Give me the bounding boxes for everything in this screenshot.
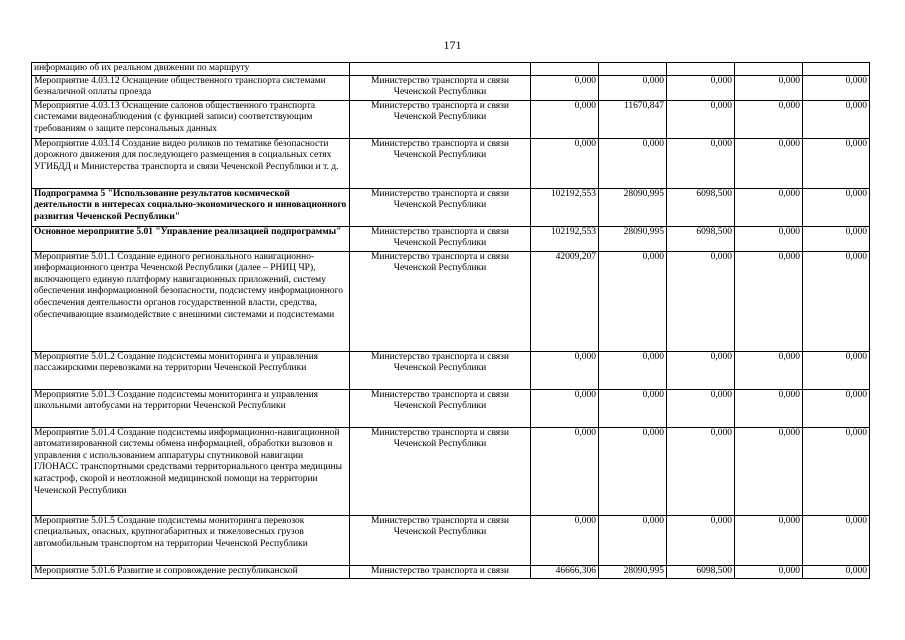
amount-cell-1: 0,000 xyxy=(531,515,599,565)
program-table xyxy=(31,62,870,579)
amount-cell-1 xyxy=(531,63,599,76)
executor-cell: Министерство транспорта и связи Чеченской Республики xyxy=(350,351,531,389)
amount-cell-1: 42009,207 xyxy=(531,251,599,351)
amount-cell-5: 0,000 xyxy=(803,188,870,226)
table-body xyxy=(32,63,870,579)
amount-cell-1: 46666,306 xyxy=(531,565,599,578)
amount-cell-2 xyxy=(599,63,667,76)
activity-name-cell: Мероприятие 4.03.13 Оснащение салонов общественного транспорта системами видеонаблюдения (с функцией записи) соответствующим требованиям о защите персональных данных xyxy=(32,100,350,138)
amount-cell-4 xyxy=(735,63,803,76)
executor-cell: Министерство транспорта и связи Чеченской Республики xyxy=(350,138,531,188)
executor-cell: Министерство транспорта и связи Чеченской Республики xyxy=(350,75,531,100)
table-row xyxy=(32,515,870,565)
activity-name-cell: Мероприятие 5.01.4 Создание подсистемы информационно-навигационной автоматизированной системы обмена информацией, обработки вызовов и управления с использованием аппаратуры спутниковой навигации ГЛОНАСС транспортными средствами территориального центра медицины катастроф, скорой и неотложной медицинской помощи на территории Чеченской Республики xyxy=(32,427,350,515)
amount-cell-5: 0,000 xyxy=(803,427,870,515)
amount-cell-3: 0,000 xyxy=(667,389,735,427)
executor-cell: Министерство транспорта и связи Чеченской Республики xyxy=(350,100,531,138)
activity-name-cell: Мероприятие 5.01.1 Создание единого регионального навигационно-информационного центра Чеченской Республики (далее – РНИЦ ЧР), включающего единую платформу навигационных приложений, систему обеспечения информационной безопасности, подсистему информационного обеспечения деятельности органов государственной власти, средства, обеспечивающие взаимодействие с внешними системами и подсистемами xyxy=(32,251,350,351)
activity-name-cell: Мероприятие 4.03.14 Создание видео роликов по тематике безопасности дорожного движения для последующего размещения в социальных сетях УГИБДД и Министерства транспорта и связи Чеченской Республики и т. д. xyxy=(32,138,350,188)
amount-cell-3: 0,000 xyxy=(667,100,735,138)
amount-cell-5: 0,000 xyxy=(803,226,870,251)
executor-cell: Министерство транспорта и связи Чеченской Республики xyxy=(350,515,531,565)
activity-name-cell: Подпрограмма 5 "Использование результатов космической деятельности в интересах социально-экономического и инновационного развития Чеченской Республики" xyxy=(32,188,350,226)
amount-cell-1: 0,000 xyxy=(531,389,599,427)
amount-cell-4: 0,000 xyxy=(735,100,803,138)
amount-cell-5: 0,000 xyxy=(803,251,870,351)
amount-cell-2: 0,000 xyxy=(599,389,667,427)
amount-cell-2: 0,000 xyxy=(599,515,667,565)
amount-cell-3: 0,000 xyxy=(667,351,735,389)
amount-cell-1: 0,000 xyxy=(531,427,599,515)
table-row xyxy=(32,188,870,226)
amount-cell-4: 0,000 xyxy=(735,565,803,578)
table-row xyxy=(32,351,870,389)
amount-cell-3: 0,000 xyxy=(667,427,735,515)
executor-cell: Министерство транспорта и связи xyxy=(350,565,531,578)
amount-cell-1: 0,000 xyxy=(531,100,599,138)
amount-cell-4: 0,000 xyxy=(735,251,803,351)
amount-cell-1: 0,000 xyxy=(531,75,599,100)
amount-cell-2: 0,000 xyxy=(599,75,667,100)
amount-cell-5: 0,000 xyxy=(803,565,870,578)
page-number: 171 xyxy=(443,38,462,52)
amount-cell-1: 102192,553 xyxy=(531,188,599,226)
table-row xyxy=(32,63,870,76)
activity-name-cell: Мероприятие 5.01.3 Создание подсистемы мониторинга и управления школьными автобусами на территории Чеченской Республики xyxy=(32,389,350,427)
activity-name-cell: информацию об их реальном движении по маршруту xyxy=(32,63,350,76)
executor-cell: Министерство транспорта и связи Чеченской Республики xyxy=(350,251,531,351)
amount-cell-5 xyxy=(803,63,870,76)
amount-cell-1: 102192,553 xyxy=(531,226,599,251)
table-row xyxy=(32,75,870,100)
activity-name-cell: Основное мероприятие 5.01 "Управление реализацией подпрограммы" xyxy=(32,226,350,251)
amount-cell-4: 0,000 xyxy=(735,351,803,389)
amount-cell-3: 0,000 xyxy=(667,138,735,188)
amount-cell-3: 0,000 xyxy=(667,515,735,565)
executor-cell: Министерство транспорта и связи Чеченской Республики xyxy=(350,389,531,427)
table-row xyxy=(32,226,870,251)
activity-name-cell: Мероприятие 5.01.2 Создание подсистемы мониторинга и управления пассажирскими перевозками на территории Чеченской Республики xyxy=(32,351,350,389)
amount-cell-4: 0,000 xyxy=(735,515,803,565)
amount-cell-4: 0,000 xyxy=(735,188,803,226)
executor-cell: Министерство транспорта и связи Чеченской Республики xyxy=(350,188,531,226)
amount-cell-3: 6098,500 xyxy=(667,226,735,251)
amount-cell-5: 0,000 xyxy=(803,100,870,138)
amount-cell-2: 11670,847 xyxy=(599,100,667,138)
amount-cell-5: 0,000 xyxy=(803,138,870,188)
table-row xyxy=(32,427,870,515)
table-row xyxy=(32,251,870,351)
executor-cell xyxy=(350,63,531,76)
table-row xyxy=(32,138,870,188)
amount-cell-3: 0,000 xyxy=(667,75,735,100)
amount-cell-2: 28090,995 xyxy=(599,565,667,578)
amount-cell-3 xyxy=(667,63,735,76)
amount-cell-2: 28090,995 xyxy=(599,188,667,226)
executor-cell: Министерство транспорта и связи Чеченской Республики xyxy=(350,226,531,251)
activity-name-cell: Мероприятие 4.03.12 Оснащение общественного транспорта системами безналичной оплаты проезда xyxy=(32,75,350,100)
amount-cell-3: 6098,500 xyxy=(667,565,735,578)
amount-cell-4: 0,000 xyxy=(735,75,803,100)
amount-cell-1: 0,000 xyxy=(531,351,599,389)
table-row xyxy=(32,565,870,578)
amount-cell-5: 0,000 xyxy=(803,75,870,100)
table-row xyxy=(32,100,870,138)
amount-cell-2: 0,000 xyxy=(599,351,667,389)
amount-cell-5: 0,000 xyxy=(803,389,870,427)
amount-cell-4: 0,000 xyxy=(735,226,803,251)
table-row xyxy=(32,389,870,427)
amount-cell-4: 0,000 xyxy=(735,138,803,188)
amount-cell-3: 6098,500 xyxy=(667,188,735,226)
amount-cell-2: 0,000 xyxy=(599,251,667,351)
amount-cell-3: 0,000 xyxy=(667,251,735,351)
activity-name-cell: Мероприятие 5.01.5 Создание подсистемы мониторинга перевозок специальных, опасных, крупногабаритных и тяжеловесных грузов автомобильным транспортом на территории Чеченской Республики xyxy=(32,515,350,565)
amount-cell-5: 0,000 xyxy=(803,351,870,389)
amount-cell-2: 28090,995 xyxy=(599,226,667,251)
amount-cell-2: 0,000 xyxy=(599,427,667,515)
amount-cell-4: 0,000 xyxy=(735,427,803,515)
executor-cell: Министерство транспорта и связи Чеченской Республики xyxy=(350,427,531,515)
amount-cell-1: 0,000 xyxy=(531,138,599,188)
amount-cell-2: 0,000 xyxy=(599,138,667,188)
amount-cell-4: 0,000 xyxy=(735,389,803,427)
amount-cell-5: 0,000 xyxy=(803,515,870,565)
activity-name-cell: Мероприятие 5.01.6 Развитие и сопровождение республиканской xyxy=(32,565,350,578)
